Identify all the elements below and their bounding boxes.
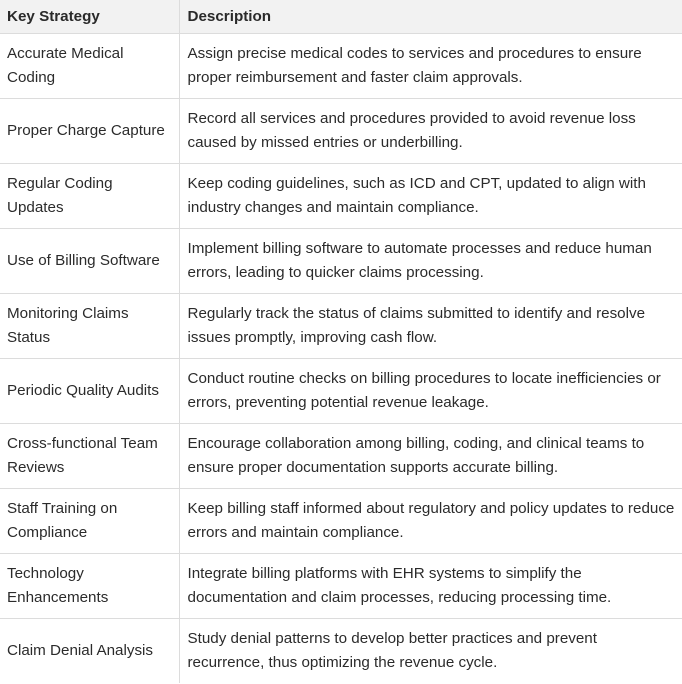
strategy-cell: Technology Enhancements bbox=[0, 554, 179, 619]
description-cell: Regularly track the status of claims submitted to identify and resolve issues promptly, improving cash flow. bbox=[179, 294, 682, 359]
table-row bbox=[0, 489, 682, 554]
strategy-cell: Staff Training on Compliance bbox=[0, 489, 179, 554]
table-row bbox=[0, 554, 682, 619]
table-row bbox=[0, 164, 682, 229]
strategy-cell: Periodic Quality Audits bbox=[0, 359, 179, 424]
table-header bbox=[0, 0, 682, 34]
column-header-description: Description bbox=[179, 0, 682, 34]
header-row bbox=[0, 0, 682, 34]
description-cell: Assign precise medical codes to services and procedures to ensure proper reimbursement and faster claim approvals. bbox=[179, 34, 682, 99]
table-row bbox=[0, 34, 682, 99]
description-cell: Keep billing staff informed about regulatory and policy updates to reduce errors and maintain compliance. bbox=[179, 489, 682, 554]
column-header-key-strategy: Key Strategy bbox=[0, 0, 179, 34]
description-cell: Encourage collaboration among billing, coding, and clinical teams to ensure proper documentation supports accurate billing. bbox=[179, 424, 682, 489]
table-row bbox=[0, 229, 682, 294]
table-row bbox=[0, 359, 682, 424]
description-cell: Keep coding guidelines, such as ICD and CPT, updated to align with industry changes and maintain compliance. bbox=[179, 164, 682, 229]
strategy-cell: Cross-functional Team Reviews bbox=[0, 424, 179, 489]
table-row bbox=[0, 294, 682, 359]
table-row bbox=[0, 99, 682, 164]
strategy-cell: Proper Charge Capture bbox=[0, 99, 179, 164]
strategy-cell: Monitoring Claims Status bbox=[0, 294, 179, 359]
description-cell: Study denial patterns to develop better practices and prevent recurrence, thus optimizing the revenue cycle. bbox=[187, 630, 597, 671]
description-cell: Conduct routine checks on billing procedures to locate inefficiencies or errors, preventing potential revenue leakage. bbox=[179, 359, 682, 424]
strategy-cell: Accurate Medical Coding bbox=[0, 34, 179, 99]
description-cell: Integrate billing platforms with EHR systems to simplify the documentation and claim processes, reducing processing time. bbox=[179, 554, 682, 619]
table-row bbox=[0, 424, 682, 489]
table-row bbox=[0, 619, 682, 684]
strategy-cell: Use of Billing Software bbox=[0, 229, 179, 294]
strategy-cell: Claim Denial Analysis bbox=[0, 619, 179, 684]
description-cell: Implement billing software to automate processes and reduce human errors, leading to quicker claims processing. bbox=[179, 229, 682, 294]
strategy-cell: Regular Coding Updates bbox=[0, 164, 179, 229]
table-body bbox=[0, 34, 682, 684]
description-cell: Record all services and procedures provided to avoid revenue loss caused by missed entries or underbilling. bbox=[179, 99, 682, 164]
